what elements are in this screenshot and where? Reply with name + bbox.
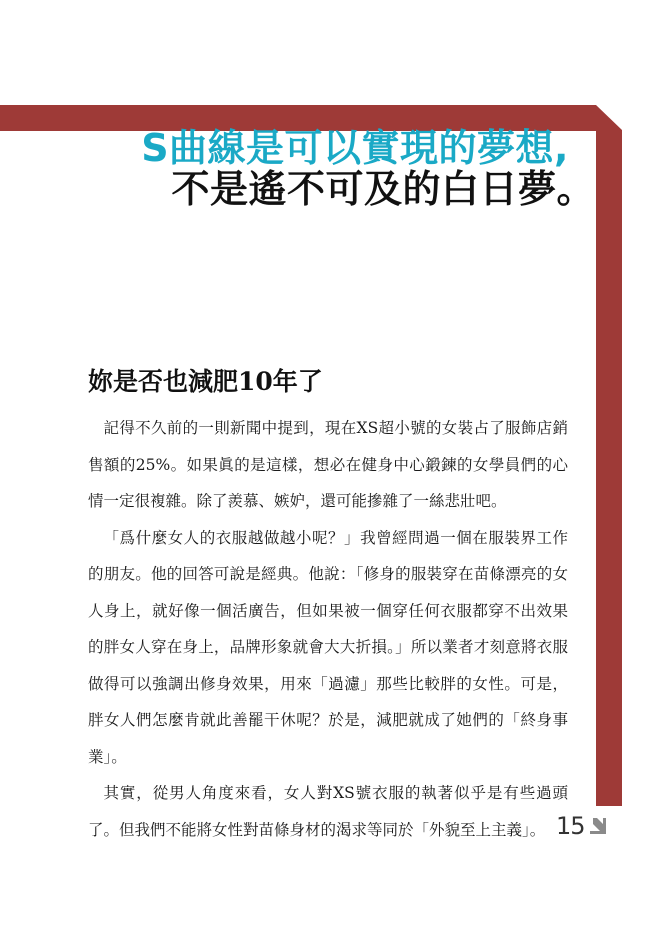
page-footer <box>556 812 607 840</box>
headline-line-1: S曲線是可以實現的夢想, <box>141 126 569 170</box>
headline-line-2: 不是遙不可及的白日夢。 <box>171 167 595 212</box>
article-body <box>88 410 568 848</box>
arrow-down-right-icon <box>589 817 607 835</box>
page-number: 15 <box>556 812 585 840</box>
paragraph: 其實，從男人角度來看，女人對XS號衣服的執著似乎是有些過頭了。但我們不能將女性對苗條身材的渴求等同於「外貌至上主義」。 <box>88 784 568 839</box>
paragraph: 「爲什麼女人的衣服越做越小呢？」我曾經問過一個在服裝界工作的朋友。他的回答可說是經典。他說：「修身的服裝穿在苗條漂亮的女人身上，就好像一個活廣告，但如果被一個穿任何衣服都穿不出效果的胖女人穿在身上，品牌形象就會大大折損。」所以業者才刻意將衣服做得可以強調出修身效果，用來「過濾」那些比較胖的女性。可是，胖女人們怎麼肯就此善罷干休呢？於是，減肥就成了她們的「終身事業」。 <box>88 528 568 766</box>
section-title: 妳是否也減肥10年了 <box>88 367 323 396</box>
headline <box>141 126 595 212</box>
paragraph: 記得不久前的一則新聞中提到，現在XS超小號的女裝占了服飾店銷售額的25%。如果眞的是這樣，想必在健身中心鍛鍊的女學員們的心情一定很複雜。除了羨慕、嫉妒，還可能摻雜了一絲悲壯吧。 <box>88 419 568 510</box>
